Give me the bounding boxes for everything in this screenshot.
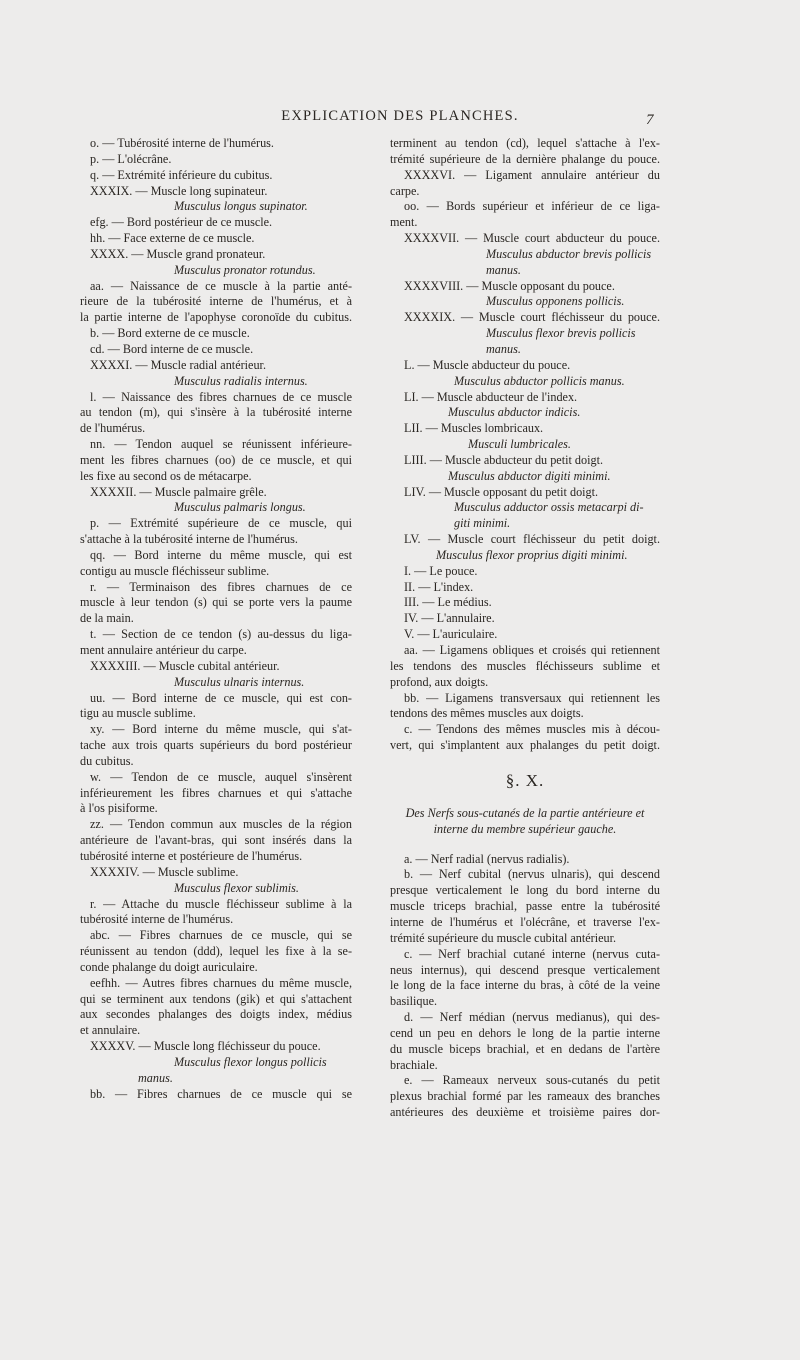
text-line: rieure de la tubérosité interne de l'humérus, et à [80,294,352,309]
text-line: XXXX. — Muscle grand pronateur. [90,246,266,261]
text-line: hh. — Face externe de ce muscle. [90,231,255,246]
text-line: tigu au muscle sublime. [80,706,196,721]
left-column [80,136,352,1102]
text-line: r. — Terminaison des fibres charnues de ce [90,579,352,594]
text-line: xy. — Bord interne du même muscle, qui s'at- [90,722,352,737]
text-line: XXXXII. — Muscle palmaire grêle. [90,484,267,499]
text-line: antérieures des deuxième et troisième paires dor- [390,1105,660,1120]
latin-name-line: Musculus abductor indicis. [448,405,581,420]
text-line: tubérosité interne de l'humérus. [80,912,234,927]
text-line: aux secondes phalanges des doigts index, médius [80,1007,352,1022]
text-line: les fixe au second os de métacarpe. [80,468,252,483]
latin-name-line: Musculus flexor brevis pollicis [486,326,636,341]
text-line: brachiale. [390,1057,438,1072]
text-line: qq. — Bord interne du même muscle, qui est [90,547,352,562]
text-line: LII. — Muscles lombricaux. [404,421,544,436]
text-line: t. — Section de ce tendon (s) au-dessus du liga- [90,627,352,642]
text-line: tache aux trois quarts supérieurs du bord postérieur [80,738,352,753]
text-line: r. — Attache du muscle fléchisseur sublime à la [90,896,352,911]
latin-name-line: Musculus pronator rotundus. [174,262,316,277]
text-line: presque verticalement le long du bord interne du [390,883,660,898]
text-line: ment. [390,215,418,230]
text-line: plexus brachial formé par les rameaux des branches [390,1089,660,1104]
text-line: qui se terminent aux tendons (gik) et qui s'attachent [80,991,352,1006]
page-number: 7 [646,112,654,128]
right-column-entries [390,136,660,754]
text-line: p. — Extrémité supérieure de ce muscle, qui [90,516,352,531]
spacer [390,798,660,806]
text-line: aa. — Naissance de ce muscle à la partie anté- [90,278,352,293]
text-line: terminent au tendon (cd), lequel s'attache à l'ex- [390,136,660,150]
latin-name-line: manus. [486,341,521,356]
text-line: et annulaire. [80,1023,141,1038]
text-line: interne de l'humérus et l'olécrâne, et traverse l'ex- [390,914,660,929]
latin-name-line: giti minimi. [454,516,511,531]
text-line: d. — Nerf médian (nervus medianus), qui des- [404,1010,660,1025]
text-line: w. — Tendon de ce muscle, auquel s'insèrent [90,769,352,784]
text-line: basilique. [390,994,438,1009]
text-line: IV. — L'annulaire. [404,611,495,626]
text-line: le long de la face interne du bras, à côté de la veine [390,978,660,993]
text-line: XXXXVII. — Muscle court abducteur du pouce. [404,231,660,246]
spacer [390,838,660,852]
text-line: efg. — Bord postérieur de ce muscle. [90,215,273,230]
text-line: II. — L'index. [404,579,474,594]
text-line: nn. — Tendon auquel se réunissent inférieure- [90,437,352,452]
text-line: a. — Nerf radial (nervus radialis). [404,851,570,866]
latin-name-line: Musculus abductor digiti minimi. [448,468,611,483]
latin-name-line: Musculus radialis internus. [174,373,308,388]
text-line: antérieure de l'avant-bras, qui sont insérés dans la [80,833,352,848]
right-column-nerve-entries [390,852,660,1121]
text-line: b. — Bord externe de ce muscle. [90,326,250,341]
latin-name-line: Musculus flexor sublimis. [174,880,299,895]
text-line: e. — Rameaux nerveux sous-cutanés du petit [404,1073,660,1088]
latin-name-line: Musculus flexor proprius digiti minimi. [436,547,628,562]
text-line: l. — Naissance des fibres charnues de ce muscle [90,389,352,404]
text-line: LIII. — Muscle abducteur du petit doigt. [404,452,604,467]
text-line: p. — L'olécrâne. [90,151,172,166]
text-line: les tendons des muscles fléchisseurs sublime et [390,658,660,673]
text-line: b. — Nerf cubital (nervus ulnaris), qui descend [404,867,660,882]
text-line: uu. — Bord interne de ce muscle, qui est con- [90,690,352,705]
text-line: la partie interne de l'apophyse coronoïde du cubitus. [80,310,352,325]
text-line: trémité supérieure de la dernière phalange du pouce. [390,151,660,166]
text-line: o. — Tubérosité interne de l'humérus. [90,136,274,150]
latin-name-line: manus. [486,262,521,277]
latin-name-line: Musculus ulnaris internus. [174,674,305,689]
text-line: bb. — Ligamens transversaux qui retiennent les [404,690,660,705]
latin-name-line: Musculus opponens pollicis. [486,294,625,309]
text-line: tendons des mêmes muscles aux doigts. [390,706,584,721]
text-line: III. — Le médius. [404,595,492,610]
text-line: du cubitus. [80,753,134,768]
latin-name-line: Musculi lumbricales. [468,437,571,452]
text-line: oo. — Bords supérieur et inférieur de ce liga- [404,199,660,214]
text-line: vert, qui s'implantent aux phalanges du petit doigt. [390,738,660,753]
page-header-title: EXPLICATION DES PLANCHES. [281,108,519,124]
text-line: neus internus), qui descend presque verticalement [390,962,660,977]
text-line: bb. — Fibres charnues de ce muscle qui se [90,1086,352,1101]
text-line: c. — Tendons des mêmes muscles mis à décou- [404,722,660,737]
text-line: de la main. [80,611,134,626]
text-line: XXXIX. — Muscle long supinateur. [90,183,268,198]
latin-name-line: manus. [138,1070,173,1085]
text-line: XXXXVI. — Ligament annulaire antérieur du [404,167,660,182]
text-line: L. — Muscle abducteur du pouce. [404,357,571,372]
text-line: LI. — Muscle abducteur de l'index. [404,389,578,404]
text-line: ment les fibres charnues (oo) de ce muscle, et qui [80,452,352,467]
text-line: LIV. — Muscle opposant du petit doigt. [404,484,599,499]
text-line: zz. — Tendon commun aux muscles de la région [90,817,352,832]
text-line: XXXXVIII. — Muscle opposant du pouce. [404,278,615,293]
text-line: XXXXIV. — Muscle sublime. [90,864,239,879]
section-subtitle-line: Des Nerfs sous-cutanés de la partie antérieure et [405,805,645,820]
text-line: de l'humérus. [80,421,146,436]
latin-name-line: Musculus palmaris longus. [174,500,306,515]
text-line: s'attache à la tubérosité interne de l'humérus. [80,532,298,547]
latin-name-line: Musculus flexor longus pollicis [174,1054,327,1069]
text-line: eefhh. — Autres fibres charnues du même muscle, [90,975,352,990]
right-column [390,136,660,1121]
text-line: abc. — Fibres charnues de ce muscle, qui se [90,928,352,943]
section-subtitle-line: interne du membre supérieur gauche. [433,821,617,836]
text-line: muscle triceps brachial, passe entre la tubérosité [390,899,660,914]
text-line: XXXXIX. — Muscle court fléchisseur du pouce. [404,310,660,325]
text-line: LV. — Muscle court fléchisseur du petit doigt. [404,532,660,547]
text-line: cd. — Bord interne de ce muscle. [90,341,254,356]
text-line: XXXXV. — Muscle long fléchisseur du pouce. [90,1039,321,1054]
text-line: V. — L'auriculaire. [404,627,498,642]
latin-name-line: Musculus abductor brevis pollicis [486,246,652,261]
text-line: au tendon (m), qui s'insère à la tubérosité interne [80,405,352,420]
text-line: muscle à leur tendon (s) qui se porte vers la paume [80,595,352,610]
section-heading: §. X. [505,770,545,790]
text-line: c. — Nerf brachial cutané interne (nervus cuta- [404,946,660,961]
text-line: du muscle biceps brachial, et en dedans de l'artère [390,1041,660,1056]
text-line: ment annulaire antérieur du carpe. [80,643,247,657]
text-line: aa. — Ligamens obliques et croisés qui retiennent [404,643,660,657]
text-line: trémité supérieure du muscle cubital antérieur. [390,930,617,945]
text-line: I. — Le pouce. [404,563,478,578]
latin-name-line: Musculus adductor ossis metacarpi di- [454,500,644,515]
text-line: carpe. [390,183,420,198]
text-line: profond, aux doigts. [390,674,489,689]
text-line: q. — Extrémité inférieure du cubitus. [90,167,273,182]
latin-name-line: Musculus longus supinator. [174,199,308,214]
text-line: réunissent au tendon (ddd), lequel les fixe à la se- [80,944,352,959]
text-line: XXXXIII. — Muscle cubital antérieur. [90,658,280,673]
text-line: tubérosité interne et postérieure de l'humérus. [80,848,303,863]
text-line: inférieurement les fibres charnues et qui s'attache [80,785,352,800]
text-line: cend un peu en dehors le long de la partie interne [390,1025,660,1040]
text-line: XXXXI. — Muscle radial antérieur. [90,357,266,372]
text-line: conde phalange du doigt auriculaire. [80,959,258,974]
text-line: contigu au muscle fléchisseur sublime. [80,563,270,578]
latin-name-line: Musculus abductor pollicis manus. [454,373,625,388]
text-line: à l'os pisiforme. [80,801,158,816]
